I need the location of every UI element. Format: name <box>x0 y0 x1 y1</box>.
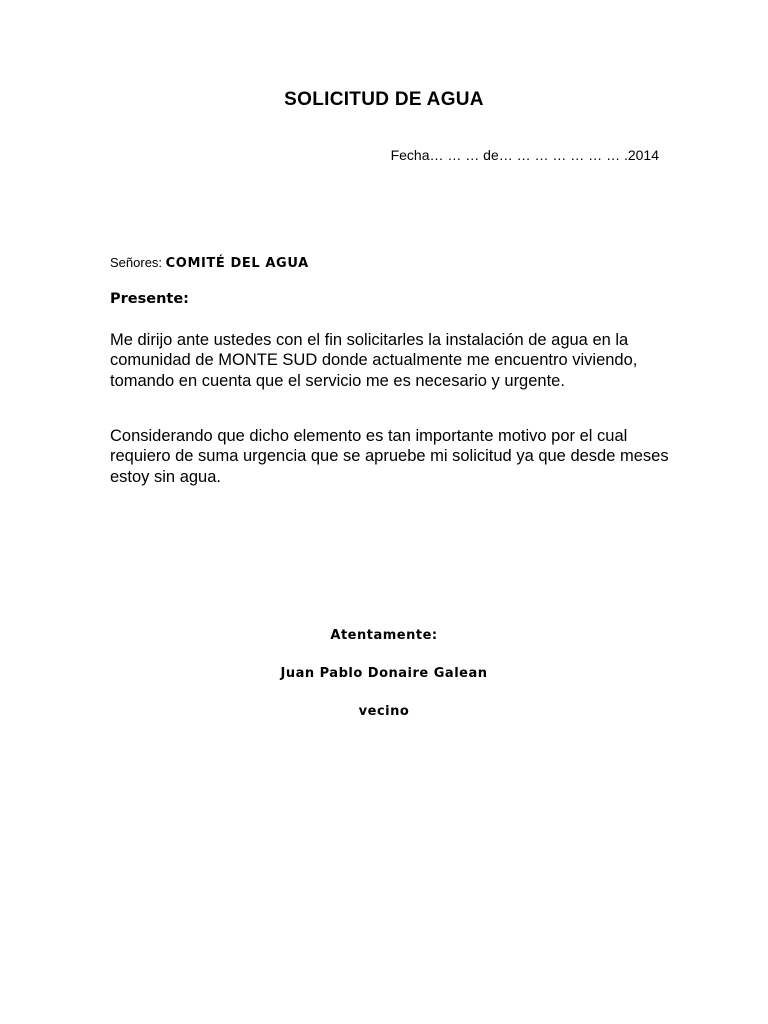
body-paragraph-1: Me dirijo ante ustedes con el fin solicitarles la instalación de agua en la comunidad de MONTE SUD donde actualmente me encuentro viviendo, tomando en cuenta que el servicio me es necesario y urgente. <box>110 331 638 390</box>
closing-salutation: Atentamente: <box>330 628 438 643</box>
recipient-prefix: Señores: <box>110 255 163 270</box>
signer-role: vecino <box>358 704 410 719</box>
greeting: Presente: <box>110 291 189 307</box>
recipient-line <box>110 255 309 271</box>
signer-name: Juan Pablo Donaire Galean <box>280 666 488 681</box>
date-line: Fecha… … … de… … … … … … … .2014 <box>390 147 659 163</box>
body-paragraph-2: Considerando que dicho elemento es tan importante motivo por el cual requiero de suma urgencia que se apruebe mi solicitud ya que desde meses estoy sin agua. <box>110 427 669 486</box>
document-title: SOLICITUD DE AGUA <box>284 89 484 110</box>
recipient-organization: COMITÉ DEL AGUA <box>165 256 309 271</box>
